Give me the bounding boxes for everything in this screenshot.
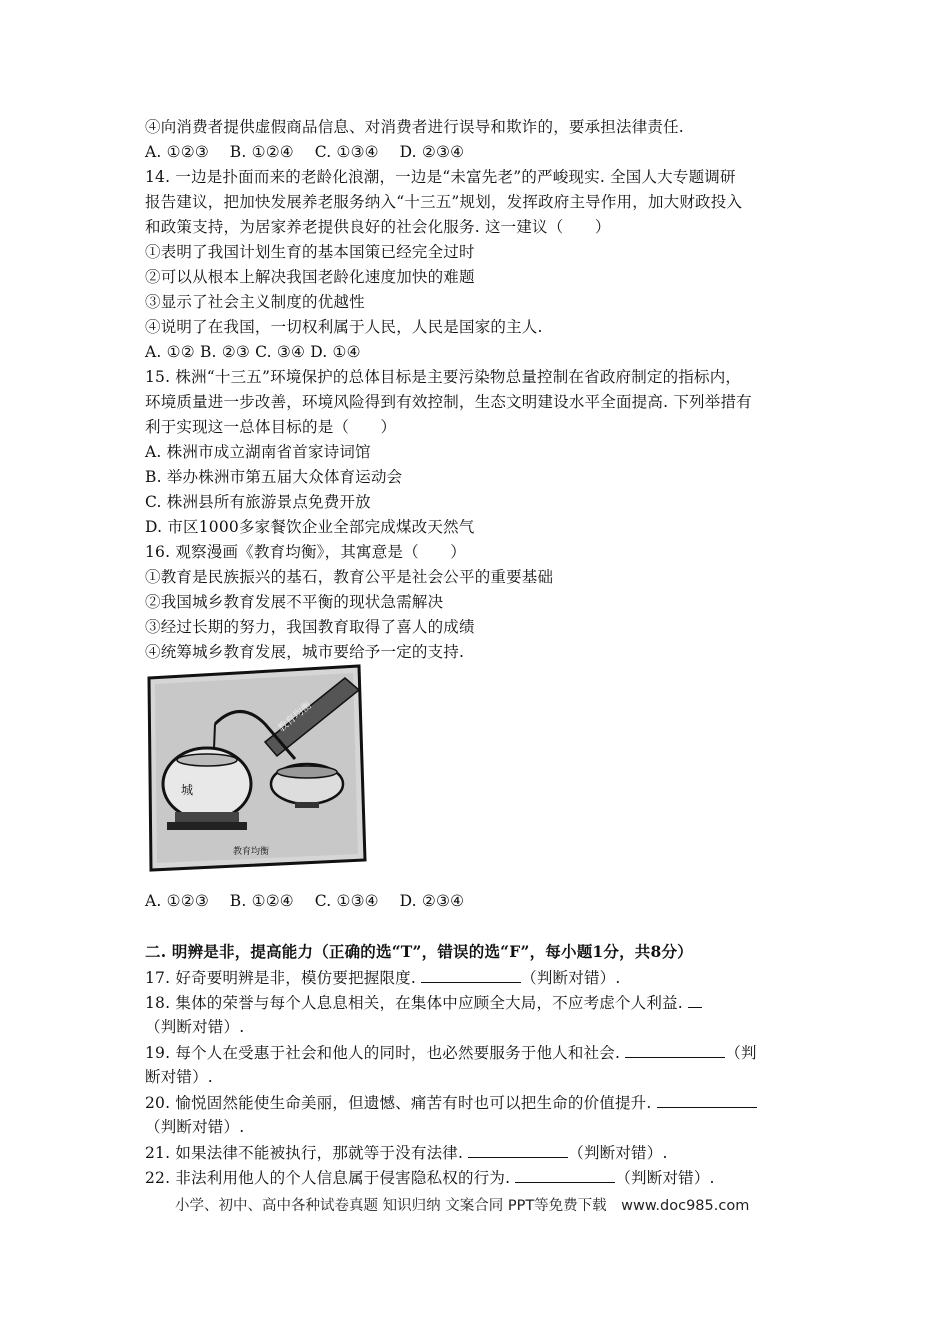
- q16-stem: 16. 观察漫画《教育均衡》，其寓意是（ ）: [145, 543, 466, 561]
- q22-answer-blank[interactable]: [515, 1167, 615, 1183]
- q18-suffix: （判断对错）.: [145, 1018, 245, 1036]
- q16-answers: A. ①②③ B. ①②④ C. ①③④ D. ②③④: [145, 892, 465, 910]
- q13-answers: A. ①②③ B. ①②④ C. ①③④ D. ②③④: [145, 143, 465, 161]
- q16-option-2: ②我国城乡教育发展不平衡的现状急需解决: [145, 593, 444, 611]
- q16-option-3: ③经过长期的努力，我国教育取得了喜人的成绩: [145, 618, 475, 636]
- q14-option-3: ③显示了社会主义制度的优越性: [145, 293, 365, 311]
- q21-text: 21. 如果法律不能被执行，那就等于没有法律.: [145, 1144, 464, 1162]
- pipe-label: 教育均衡: [276, 700, 314, 735]
- q18-answer-blank[interactable]: [688, 992, 702, 1008]
- q15-option-b: B. 举办株洲市第五届大众体育运动会: [145, 468, 403, 486]
- q13-option-4: ④向消费者提供虚假商品信息、对消费者进行误导和欺诈的，要承担法律责任.: [145, 118, 684, 136]
- q16-option-4: ④统筹城乡教育发展，城市要给予一定的支持.: [145, 643, 465, 661]
- q19: [145, 1042, 757, 1063]
- q19-suffix-1: （判: [725, 1044, 757, 1062]
- q14-option-1: ①表明了我国计划生育的基本国策已经完全过时: [145, 243, 475, 261]
- q17: [145, 967, 620, 988]
- q21-answer-blank[interactable]: [468, 1142, 568, 1158]
- q17-suffix: （判断对错）.: [521, 969, 621, 987]
- q16-option-1: ①教育是民族振兴的基石，教育公平是社会公平的重要基础: [145, 568, 554, 586]
- q15-option-d: D. 市区1000多家餐饮企业全部完成煤改天然气: [145, 518, 475, 536]
- q18-text: 18. 集体的荣誉与每个人息息相关，在集体中应顾全大局，不应考虑个人利益.: [145, 994, 683, 1012]
- q21: [145, 1142, 668, 1163]
- footer-download-notice[interactable]: 小学、初中、高中各种试卷真题 知识归纳 文案合同 PPT等免费下载 www.doc985.com: [175, 1198, 750, 1214]
- q17-answer-blank[interactable]: [421, 967, 521, 983]
- q19-suffix-2: 断对错）.: [145, 1068, 213, 1086]
- q15-stem-line2: 环境质量进一步改善，环境风险得到有效控制，生态文明建设水平全面提高. 下列举措有: [145, 393, 752, 411]
- q17-text: 17. 好奇要明辨是非，模仿要把握限度.: [145, 969, 417, 987]
- q20-suffix: （判断对错）.: [145, 1118, 245, 1136]
- section-2-title: 二. 明辨是非，提高能力（正确的选“T”，错误的选“F”，每小题1分，共8分）: [145, 942, 693, 961]
- q19-text: 19. 每个人在受惠于社会和他人的同时，也必然要服务于他人和社会.: [145, 1044, 621, 1062]
- q19-answer-blank[interactable]: [625, 1042, 725, 1058]
- education-balance-cartoon: [145, 664, 367, 874]
- q20-answer-blank[interactable]: [657, 1092, 757, 1108]
- q14-stem-line2: 报告建议，把加快发展养老服务纳入“十三五”规划，发挥政府主导作用，加大财政投入: [145, 193, 743, 211]
- q14-stem-line1: 14. 一边是扑面而来的老龄化浪潮，一边是“未富先老”的严峻现实. 全国人大专题调研: [145, 168, 736, 186]
- q21-suffix: （判断对错）.: [568, 1144, 668, 1162]
- q14-option-2: ②可以从根本上解决我国老龄化速度加快的难题: [145, 268, 475, 286]
- q22: [145, 1167, 715, 1188]
- cartoon-caption: 教育均衡: [233, 847, 270, 857]
- q20: [145, 1092, 757, 1113]
- q14-stem-line3: 和政策支持，为居家养老提供良好的社会化服务. 这一建议（ ）: [145, 218, 611, 236]
- q15-option-a: A. 株洲市成立湖南省首家诗词馆: [145, 443, 371, 461]
- q18: [145, 992, 702, 1013]
- q15-stem-line3: 利于实现这一总体目标的是（ ）: [145, 418, 397, 436]
- q22-text: 22. 非法利用他人的个人信息属于侵害隐私权的行为.: [145, 1169, 511, 1187]
- q15-stem-line1: 15. 株洲“十三五”环境保护的总体目标是主要污染物总量控制在省政府制定的指标内，: [145, 368, 742, 386]
- q22-suffix: （判断对错）.: [615, 1169, 715, 1187]
- bowl-label: 城: [181, 783, 194, 797]
- q14-option-4: ④说明了在我国，一切权利属于人民，人民是国家的主人.: [145, 318, 543, 336]
- q20-text: 20. 愉悦固然能使生命美丽，但遗憾、痛苦有时也可以把生命的价值提升.: [145, 1094, 652, 1112]
- q14-answers: A. ①② B. ②③ C. ③④ D. ①④: [145, 343, 361, 361]
- q15-option-c: C. 株洲县所有旅游景点免费开放: [145, 493, 371, 511]
